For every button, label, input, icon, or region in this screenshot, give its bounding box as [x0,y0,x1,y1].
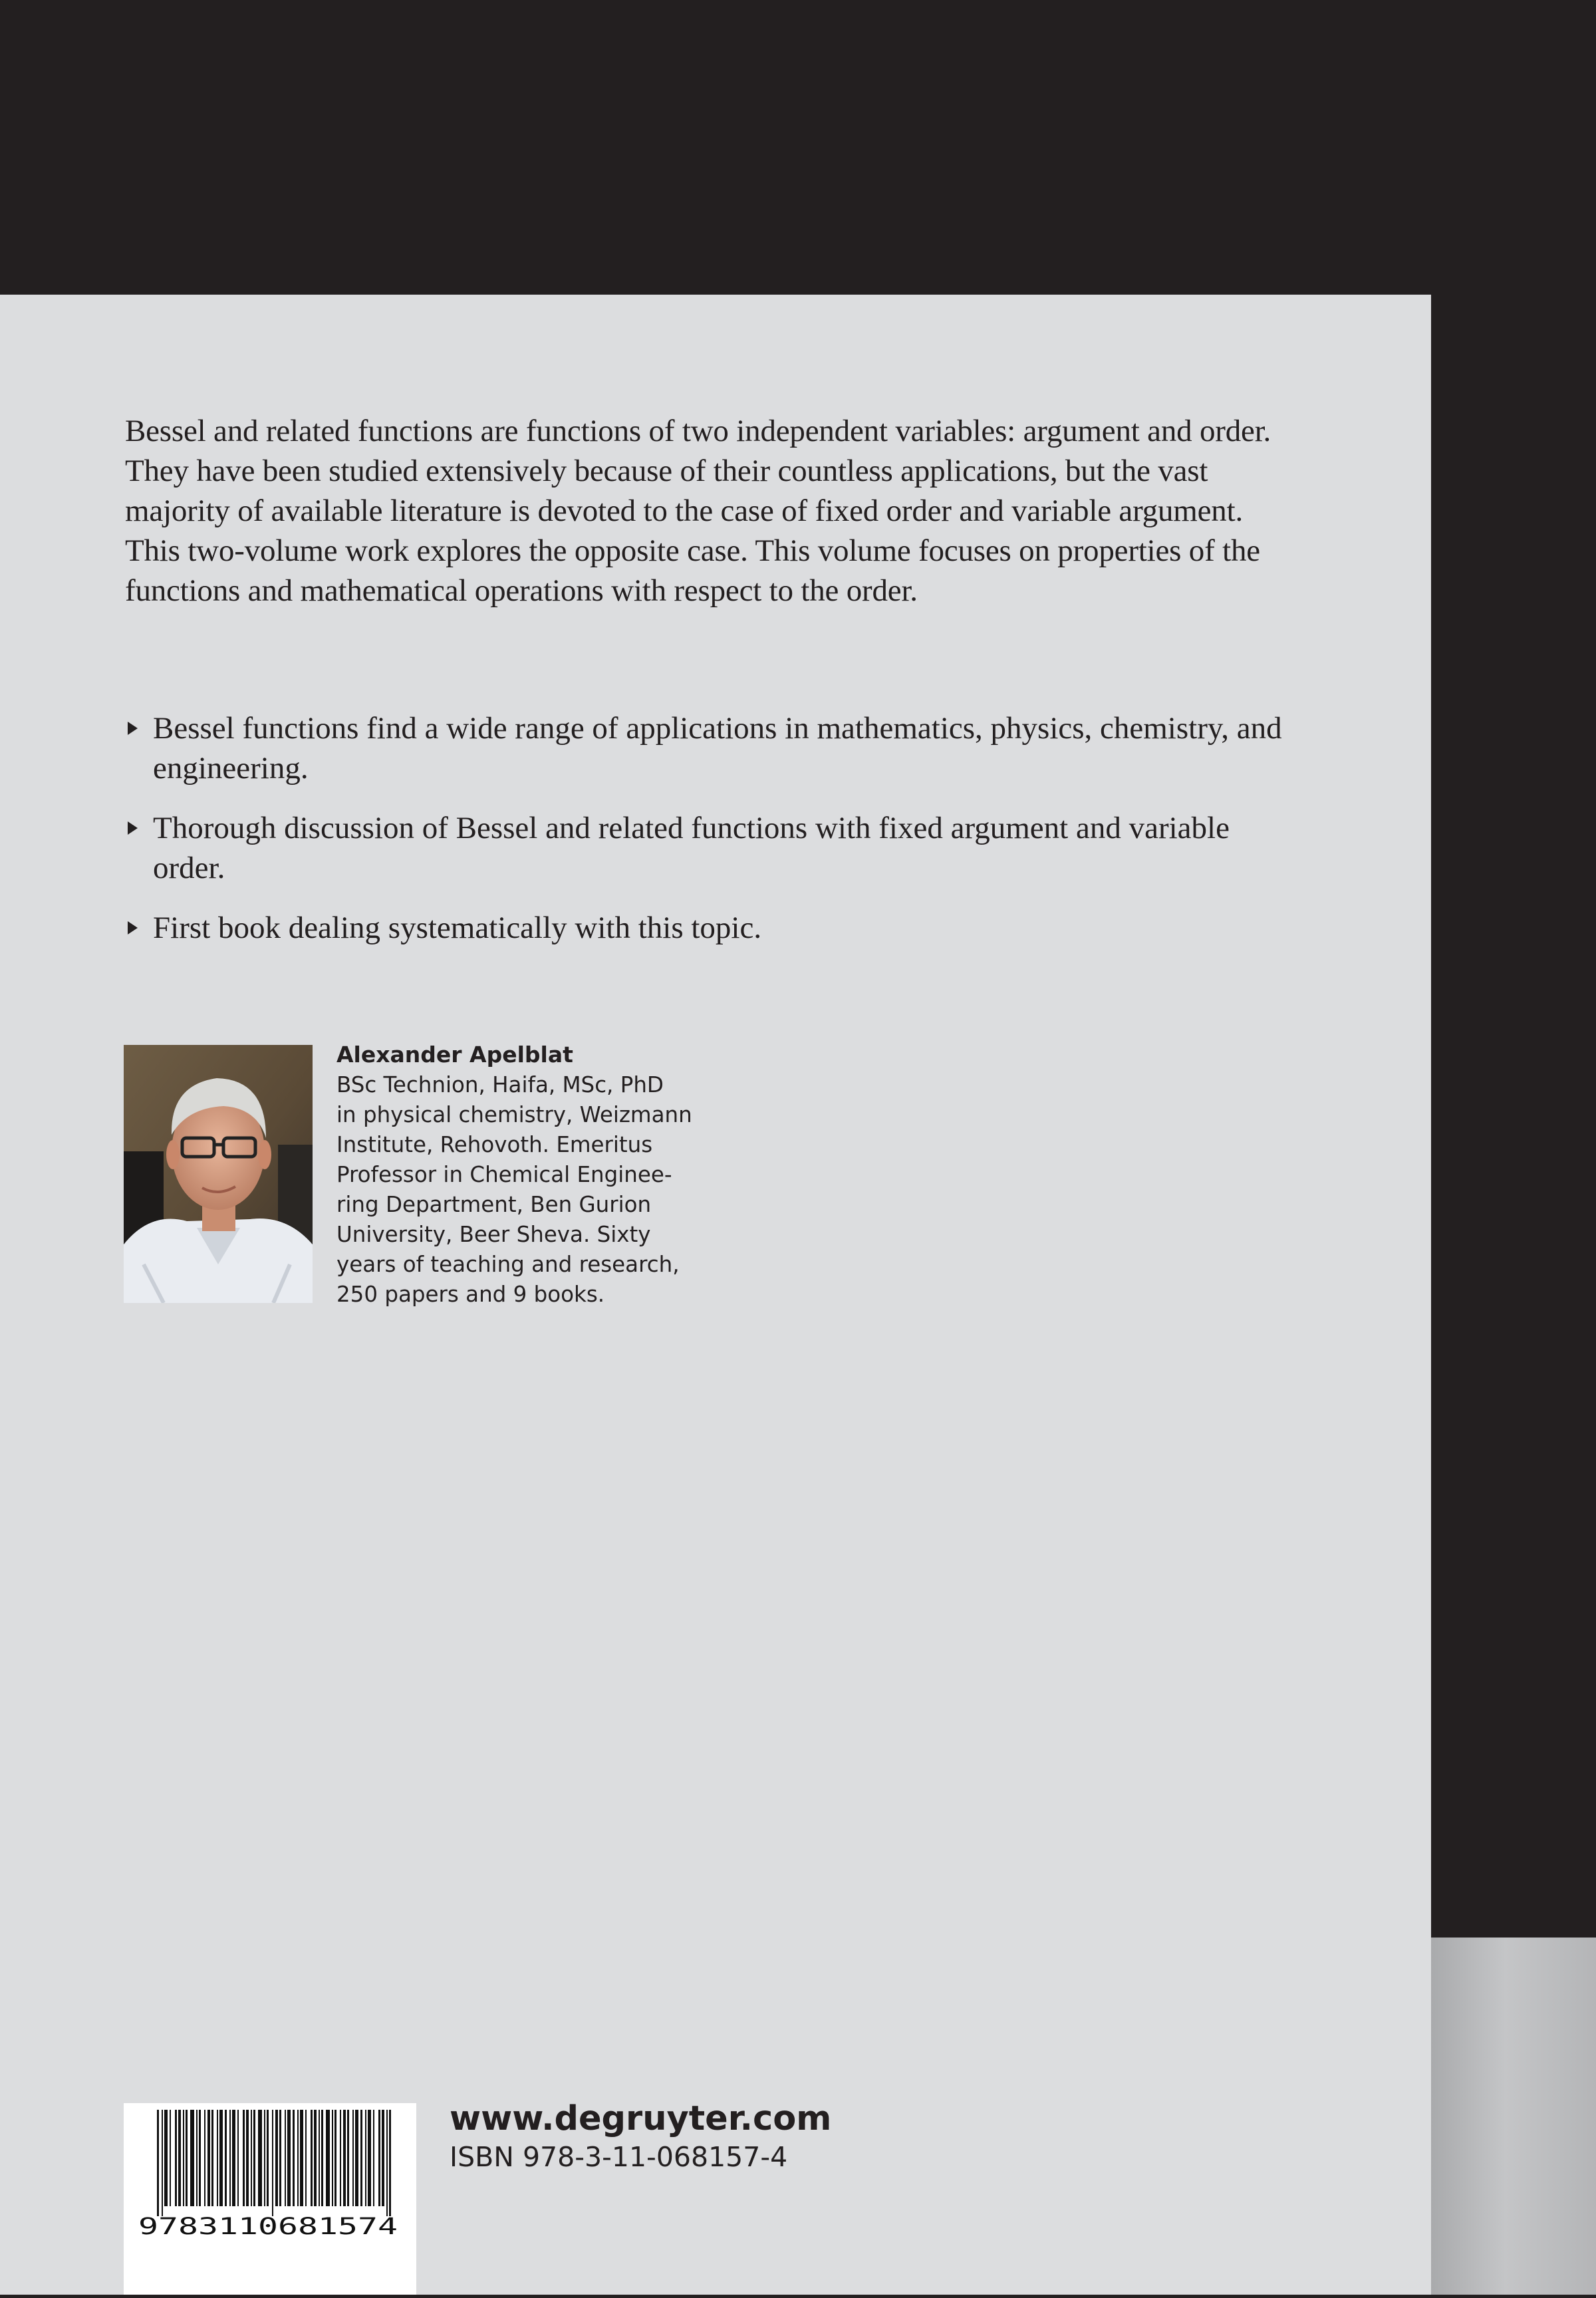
author-bio: BSc Technion, Haifa, MSc, PhD in physical chemistry, Weizmann Institute, Rehovoth. Emeritus Professor in Chemical Enginee- ring Department, Ben Gurion University, Beer Sheva. Sixty years of teaching and research, 250 papers and 9 books. [336,1072,692,1307]
feature-item [125,708,1295,788]
right-grey-band [1431,1938,1596,2295]
bullet-arrow-icon [128,821,138,835]
feature-text: Thorough discussion of Bessel and related functions with fixed argument and variable order. [153,811,1230,885]
publisher-website[interactable]: www.degruyter.com [450,2099,832,2138]
author-name: Alexander Apelblat [336,1042,573,1068]
cover-blurb: Bessel and related functions are functions of two independent variables: argument and order. They have been studied extensively because of their countless applications, but the vast majority of available literature is devoted to the case of fixed order and variable argument. This two-volume work explores the opposite case. This volume focuses on properties of the functions and mathematical operations with respect to the order. [125,414,1271,608]
barcode-digits: 9783110681574 [138,2214,398,2240]
feature-item [125,908,1295,948]
author-photo [124,1045,313,1303]
feature-item [125,808,1295,888]
isbn-barcode [124,2103,416,2295]
feature-list [125,708,1295,968]
bullet-arrow-icon [128,722,138,735]
top-dark-band [0,0,1596,295]
barcode-bars [157,2110,391,2216]
right-dark-band [1431,295,1596,1938]
feature-text: First book dealing systematically with this topic. [153,911,762,945]
feature-text: Bessel functions find a wide range of applications in mathematics, physics, chemistry, and engineering. [153,711,1282,786]
bullet-arrow-icon [128,921,138,934]
isbn-number: ISBN 978-3-11-068157-4 [450,2141,788,2173]
